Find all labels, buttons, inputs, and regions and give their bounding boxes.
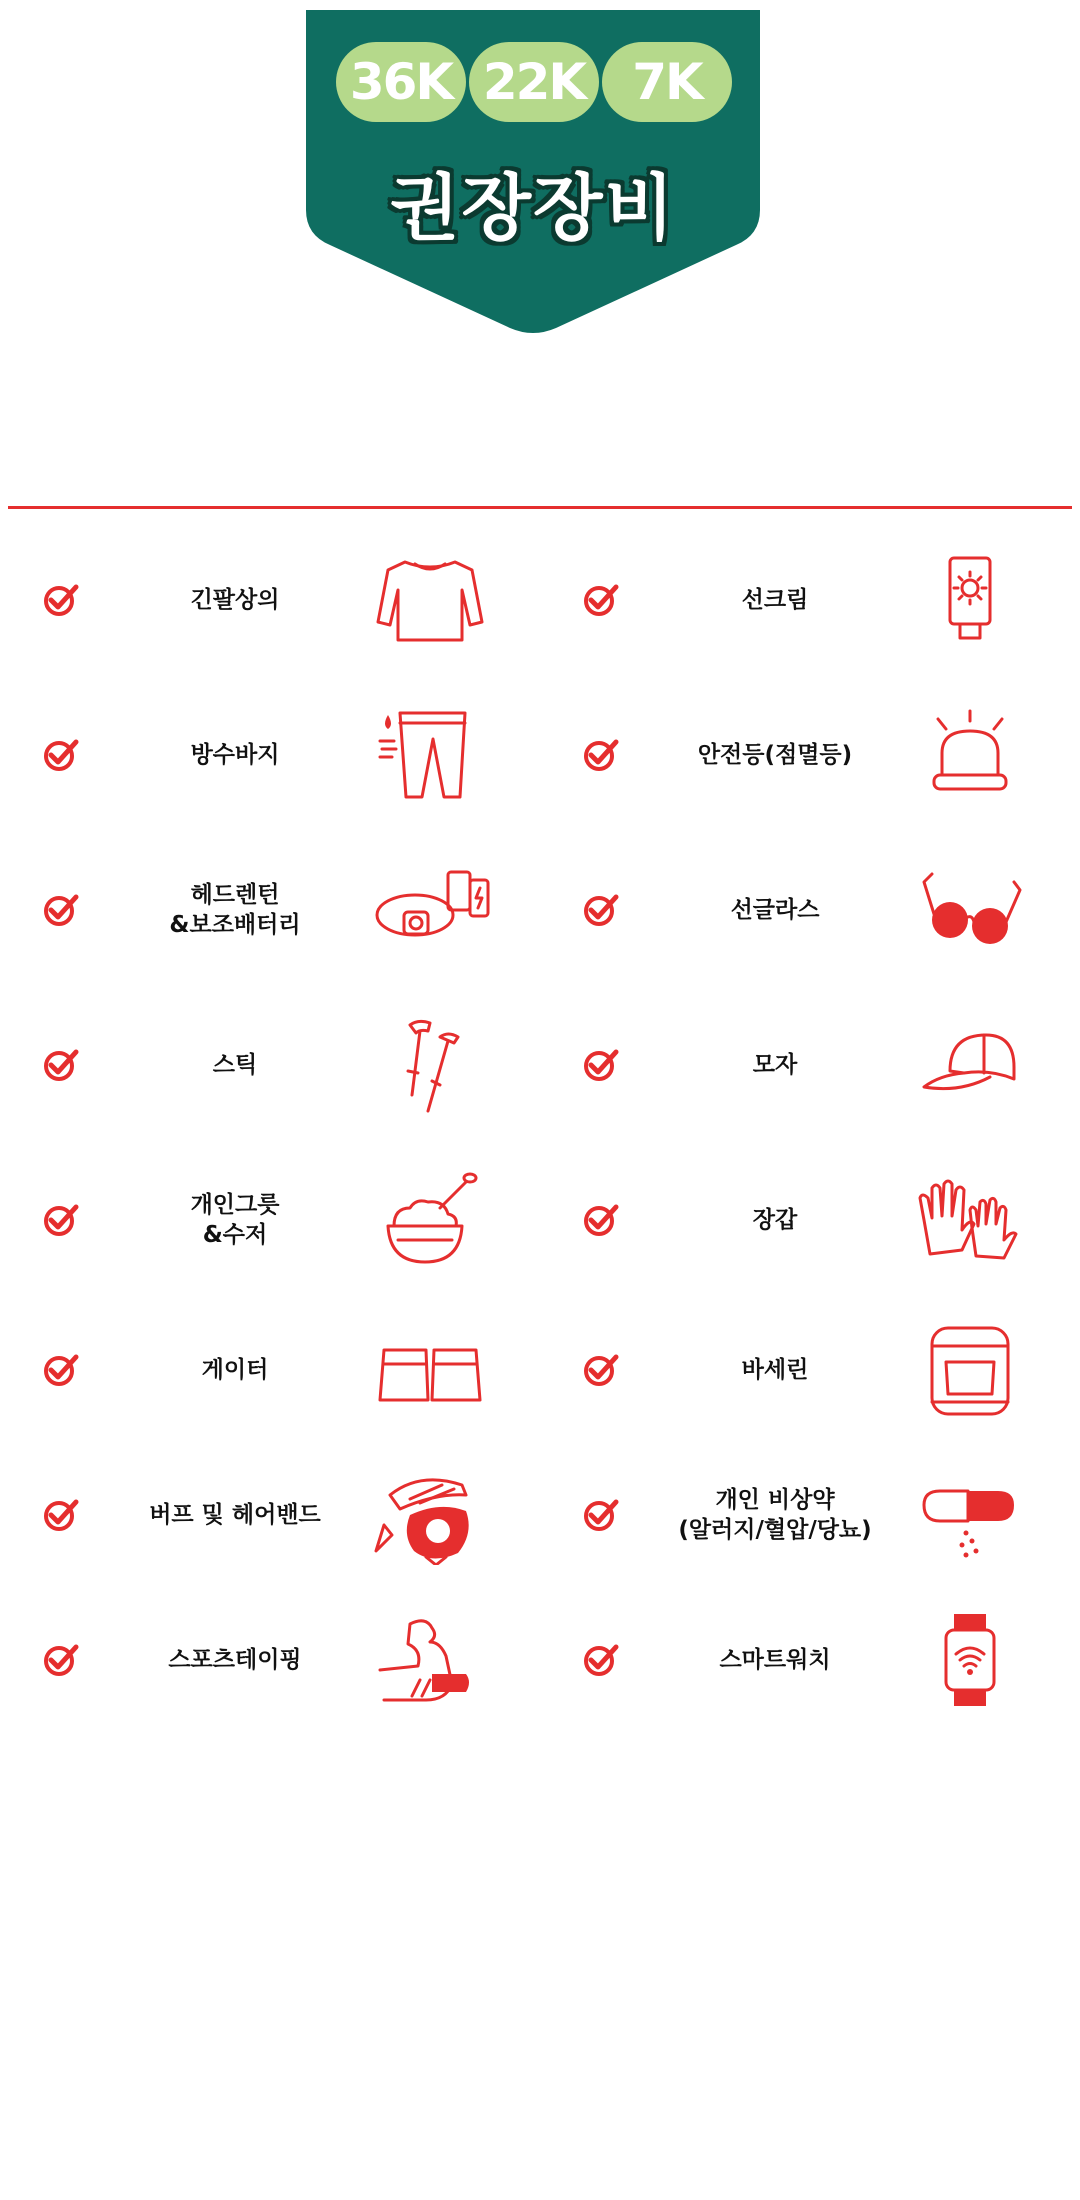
- bowl-spoon-icon: [370, 1170, 490, 1270]
- equipment-label: 스포츠테이핑: [168, 1647, 302, 1673]
- equipment-item: [0, 1440, 540, 1590]
- checkmark-icon: [42, 737, 80, 773]
- checkmark-icon: [42, 1047, 80, 1083]
- checkmark-icon: [42, 1497, 80, 1533]
- checkmark-icon: [42, 1202, 80, 1238]
- equipment-label: 안전등(점멸등): [697, 742, 853, 768]
- checkmark-icon: [582, 892, 620, 928]
- checkmark-icon: [582, 1497, 620, 1533]
- equipment-item: [540, 1140, 1080, 1300]
- equipment-label: 모자: [752, 1052, 798, 1078]
- badge-22k: 22K: [469, 42, 599, 122]
- equipment-label: 게이터: [201, 1357, 269, 1383]
- equipment-label: 방수바지: [190, 742, 280, 768]
- checkmark-icon: [42, 1352, 80, 1388]
- checkmark-icon: [582, 1642, 620, 1678]
- header-banner: [306, 10, 760, 335]
- equipment-row: [0, 1590, 1080, 1730]
- equipment-label: 스마트워치: [719, 1647, 831, 1673]
- equipment-item: [540, 1300, 1080, 1440]
- equipment-label: 스틱: [212, 1052, 258, 1078]
- equipment-row: [0, 1140, 1080, 1300]
- equipment-item: [0, 520, 540, 680]
- equipment-item: [0, 680, 540, 830]
- equipment-label: 버프 및 헤어밴드: [149, 1502, 321, 1528]
- sunglasses-icon: [910, 860, 1030, 960]
- pill-capsule-icon: [910, 1465, 1030, 1565]
- equipment-label: 바세린: [741, 1357, 809, 1383]
- equipment-item: [540, 1440, 1080, 1590]
- equipment-item: [0, 830, 540, 990]
- checkmark-icon: [582, 737, 620, 773]
- checkmark-icon: [582, 582, 620, 618]
- equipment-item: [540, 990, 1080, 1140]
- equipment-row: [0, 680, 1080, 830]
- smartwatch-icon: [910, 1610, 1030, 1710]
- badge-36k: 36K: [336, 42, 466, 122]
- equipment-item: [540, 520, 1080, 680]
- sunscreen-icon: [910, 550, 1030, 650]
- trekking-pole-icon: [370, 1015, 490, 1115]
- gloves-icon: [910, 1170, 1030, 1270]
- equipment-item: [0, 1140, 540, 1300]
- equipment-label: 선크림: [741, 587, 809, 613]
- equipment-label: 장갑: [752, 1207, 798, 1233]
- equipment-item: [540, 1590, 1080, 1730]
- section-divider: [8, 506, 1072, 509]
- gaiter-icon: [370, 1320, 490, 1420]
- equipment-label: 개인그릇 &수저: [190, 1192, 280, 1248]
- equipment-row: [0, 520, 1080, 680]
- warning-light-icon: [910, 705, 1030, 805]
- sports-taping-icon: [370, 1610, 490, 1710]
- checkmark-icon: [42, 582, 80, 618]
- checkmark-icon: [42, 892, 80, 928]
- equipment-row: [0, 1440, 1080, 1590]
- page-title: 권장장비: [389, 166, 677, 250]
- equipment-item: [0, 1590, 540, 1730]
- badge-7k: 7K: [602, 42, 732, 122]
- equipment-item: [540, 830, 1080, 990]
- checkmark-icon: [582, 1352, 620, 1388]
- equipment-row: [0, 1300, 1080, 1440]
- buff-headband-icon: [370, 1465, 490, 1565]
- equipment-row: [0, 990, 1080, 1140]
- equipment-label: 헤드렌턴 &보조배터리: [169, 882, 301, 938]
- vaseline-icon: [910, 1320, 1030, 1420]
- equipment-label: 긴팔상의: [190, 587, 280, 613]
- equipment-label: 개인 비상약 (알러지/혈압/당뇨): [678, 1487, 872, 1543]
- cap-icon: [910, 1015, 1030, 1115]
- checkmark-icon: [582, 1202, 620, 1238]
- checkmark-icon: [582, 1047, 620, 1083]
- equipment-row: [0, 830, 1080, 990]
- waterproof-pants-icon: [370, 705, 490, 805]
- long-sleeve-shirt-icon: [370, 550, 490, 650]
- equipment-item: [0, 990, 540, 1140]
- headlamp-battery-icon: [370, 860, 490, 960]
- equipment-item: [540, 680, 1080, 830]
- checkmark-icon: [42, 1642, 80, 1678]
- equipment-item: [0, 1300, 540, 1440]
- equipment-label: 선글라스: [730, 897, 820, 923]
